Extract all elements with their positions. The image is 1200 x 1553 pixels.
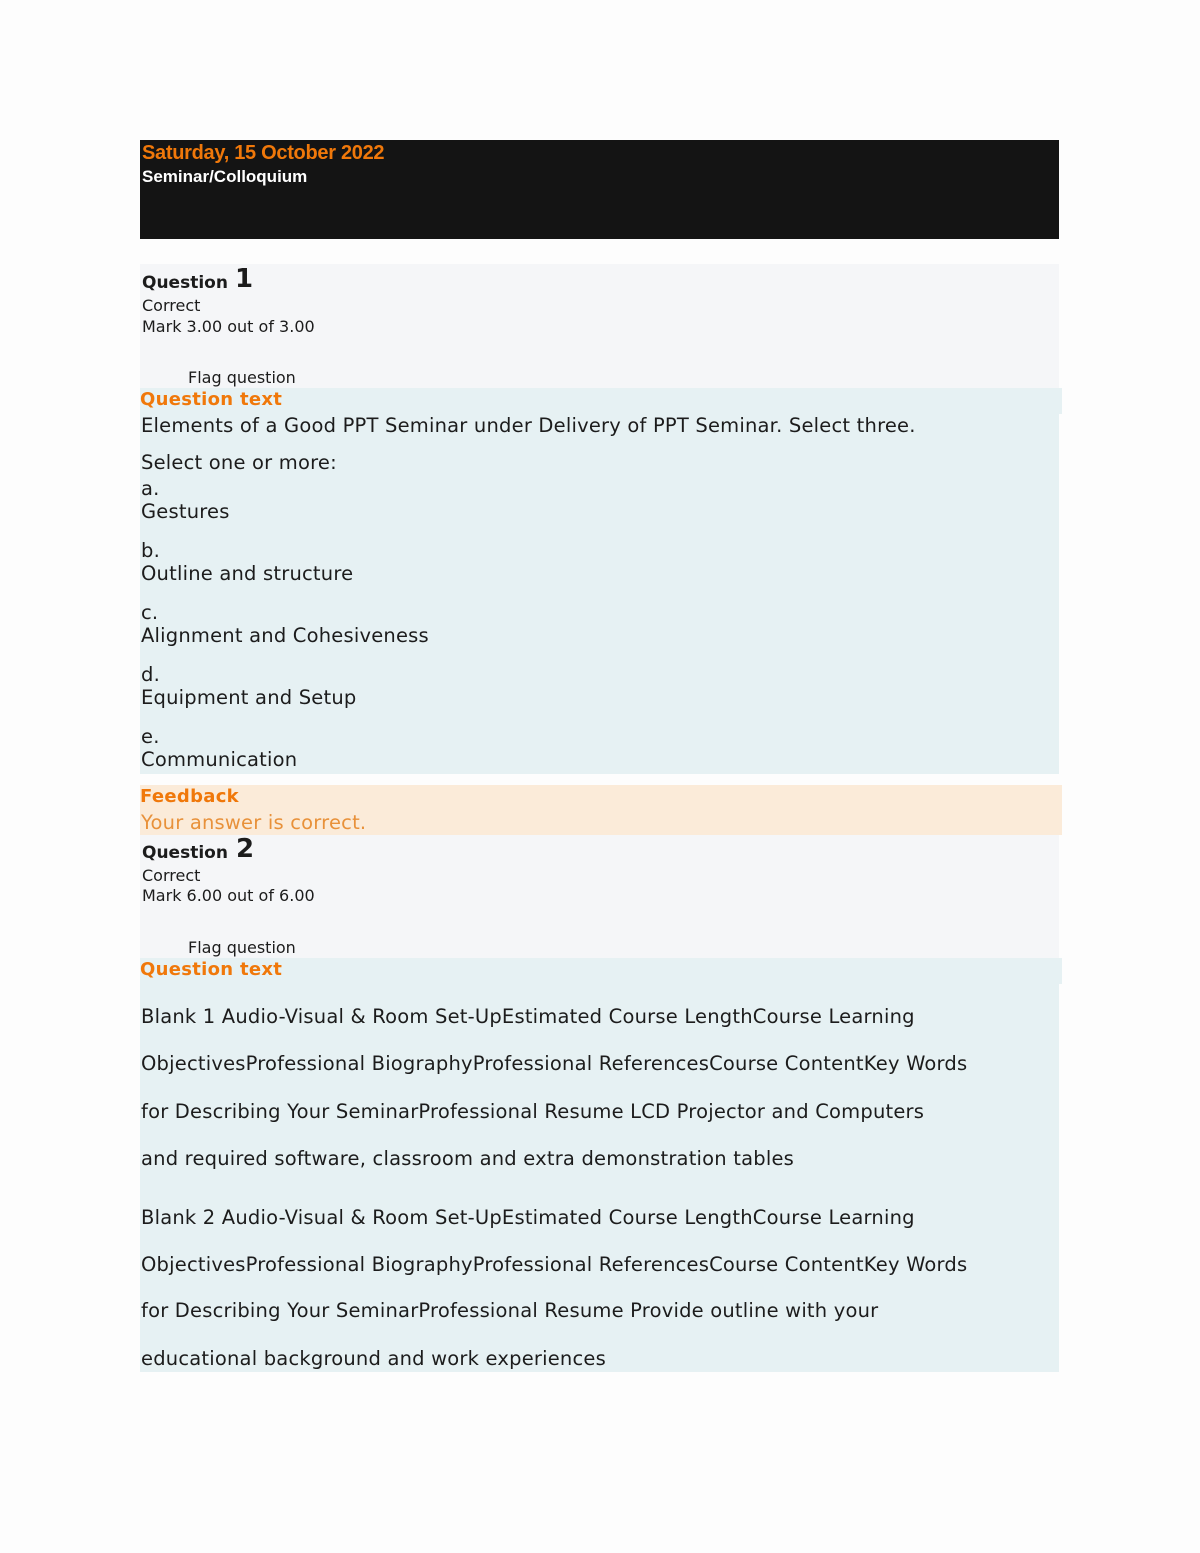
flag-question-button[interactable]: Flag question bbox=[188, 368, 296, 387]
blank-1-line: ObjectivesProfessional BiographyProfessional ReferencesCourse ContentKey Words bbox=[141, 1052, 968, 1075]
question-prompt: Elements of a Good PPT Seminar under Delivery of PPT Seminar. Select three. bbox=[141, 414, 916, 437]
question-state: Correct bbox=[142, 296, 201, 315]
question-2-info bbox=[140, 835, 1059, 958]
flag-question-button[interactable]: Flag question bbox=[188, 938, 296, 957]
header-date: Saturday, 15 October 2022 bbox=[142, 142, 385, 164]
option-c-text[interactable]: Alignment and Cohesiveness bbox=[141, 624, 429, 647]
question-text-heading: Question text bbox=[140, 959, 283, 980]
option-d-text[interactable]: Equipment and Setup bbox=[141, 686, 357, 709]
option-e-text[interactable]: Communication bbox=[141, 748, 298, 771]
option-b-letter: b. bbox=[141, 539, 160, 562]
blank-2-line: for Describing Your SeminarProfessional Resume Provide outline with your bbox=[141, 1299, 879, 1322]
answer-instruction: Select one or more: bbox=[141, 451, 337, 474]
question-mark: Mark 3.00 out of 3.00 bbox=[142, 317, 315, 336]
blank-1-line: for Describing Your SeminarProfessional Resume LCD Projector and Computers bbox=[141, 1100, 925, 1123]
question-label: Question bbox=[142, 273, 228, 293]
option-a-text[interactable]: Gestures bbox=[141, 500, 230, 523]
feedback-text: Your answer is correct. bbox=[141, 811, 367, 834]
question-state: Correct bbox=[142, 866, 201, 885]
question-number: 1 bbox=[235, 264, 254, 294]
question-label: Question bbox=[142, 843, 228, 863]
option-d-letter: d. bbox=[141, 663, 160, 686]
question-text-heading: Question text bbox=[140, 389, 283, 410]
feedback-heading: Feedback bbox=[140, 786, 239, 807]
option-c-letter: c. bbox=[141, 601, 159, 624]
option-e-letter: e. bbox=[141, 725, 160, 748]
blank-2-line: ObjectivesProfessional BiographyProfessional ReferencesCourse ContentKey Words bbox=[141, 1253, 968, 1276]
blank-1-line: and required software, classroom and extra demonstration tables bbox=[141, 1147, 794, 1170]
option-a-letter: a. bbox=[141, 477, 160, 500]
option-b-text[interactable]: Outline and structure bbox=[141, 562, 354, 585]
question-1-info bbox=[140, 264, 1059, 388]
question-number: 2 bbox=[236, 834, 255, 864]
page-header bbox=[140, 140, 1059, 239]
question-mark: Mark 6.00 out of 6.00 bbox=[142, 886, 315, 905]
blank-2-line: Blank 2 Audio-Visual & Room Set-UpEstimated Course LengthCourse Learning bbox=[141, 1206, 915, 1229]
course-name[interactable]: Seminar/Colloquium bbox=[142, 167, 308, 186]
blank-1-line: Blank 1 Audio-Visual & Room Set-UpEstimated Course LengthCourse Learning bbox=[141, 1005, 915, 1028]
blank-2-line: educational background and work experiences bbox=[141, 1347, 606, 1370]
